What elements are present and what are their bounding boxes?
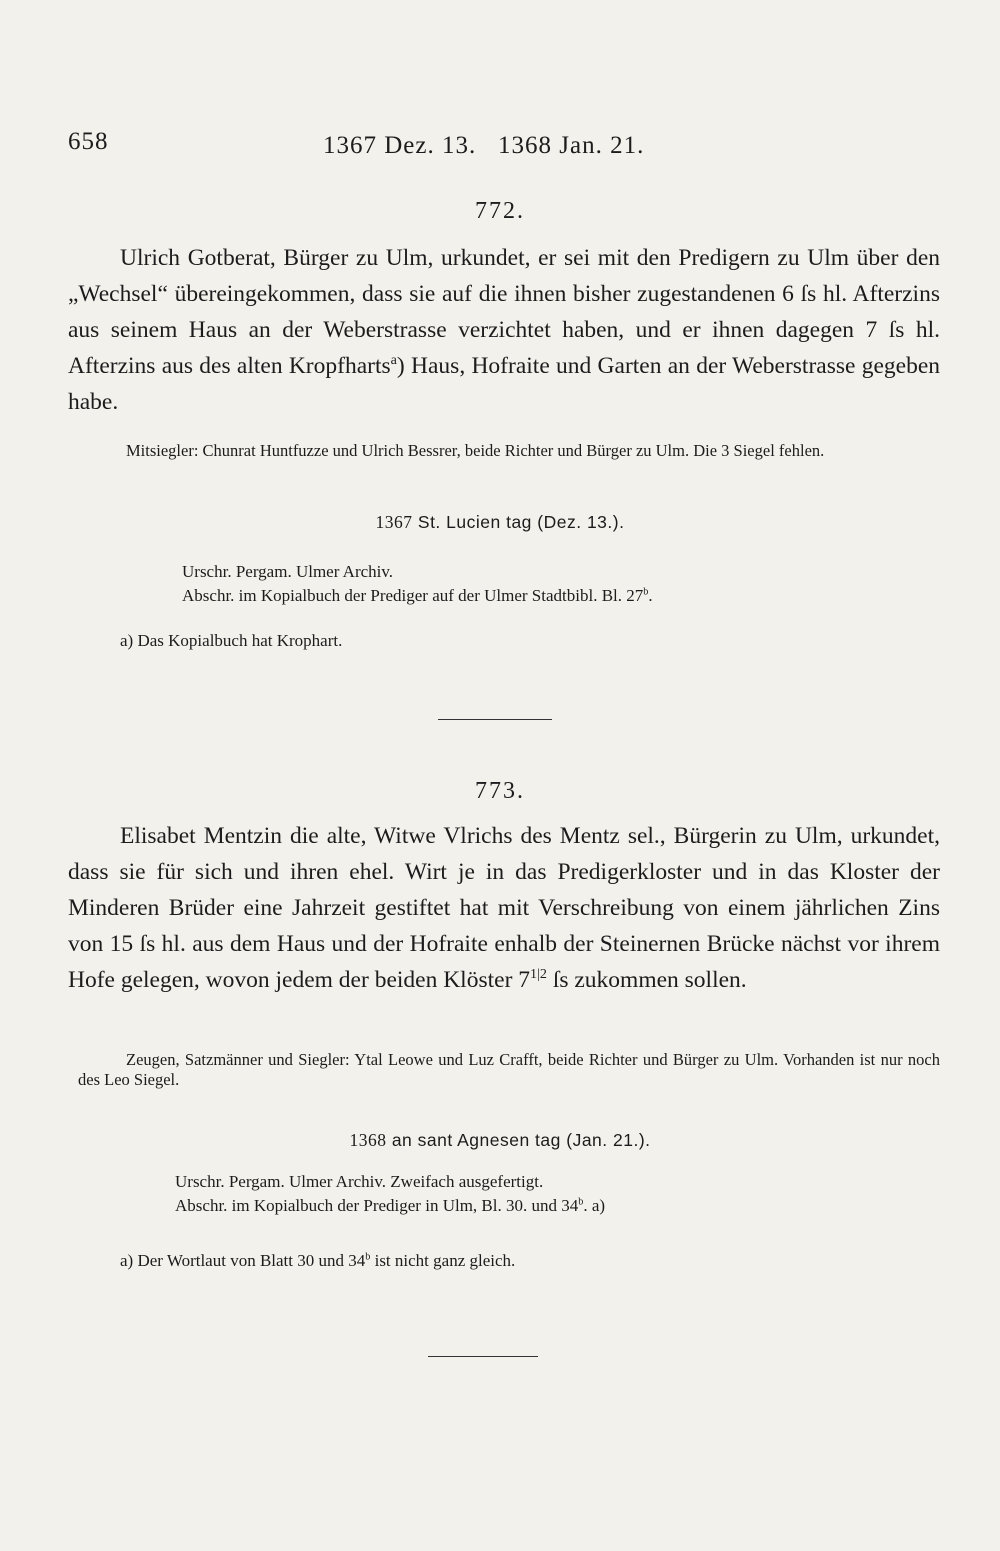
document-number-773: 773. [475, 778, 525, 804]
summary-text-tail: ) Haus, Hofraite und Garten an der Weberstrasse gegeben habe. [68, 353, 941, 415]
summary-text: Ulrich Gotberat, Bürger zu Ulm, urkundet, er sei mit den Predigern zu Ulm über den „Wechsel“ übereingekommen, dass sie auf die ihnen bisher zugestandenen 6 ſs hl. Afterzins aus seinem Haus an der Weberstrasse verzichtet haben, und er ihnen dagegen 7 ſs hl. Afterzins aus des alten Kropfharts [68, 245, 940, 379]
document-773-sources [175, 1170, 875, 1218]
witnesses-text: Zeugen, Satzmänner und Siegler: Ytal Leowe und Luz Crafft, beide Richter und Bürger zu Ulm. Vorhanden ist nur noch des Leo Siegel. [78, 1050, 940, 1089]
document-772-footnote: a) Das Kopialbuch hat Krophart. [120, 631, 343, 650]
section-divider [438, 719, 552, 720]
document-number-772: 772. [475, 198, 525, 224]
source-original: Urschr. Pergam. Ulmer Archiv. Zweifach ausgefertigt. [175, 1172, 544, 1191]
source-copy: Abschr. im Kopialbuch der Prediger in Ulm, Bl. 30. und 34$^b$. a) [175, 1196, 606, 1215]
document-773-dateline [0, 1130, 1000, 1151]
source-original: Urschr. Pergam. Ulmer Archiv. [182, 562, 394, 581]
document-772-witnesses [78, 441, 940, 461]
footnote-marker: a [390, 352, 397, 369]
document-772-summary [68, 240, 940, 420]
document-773-witnesses [78, 1050, 940, 1090]
source-copy: Abschr. im Kopialbuch der Prediger auf der Ulmer Stadtbibl. Bl. 27$^b$. [182, 586, 653, 605]
summary-text-tail: ſs zukommen sollen. [546, 967, 747, 993]
document-773-summary [68, 818, 940, 998]
dateline-year: 1368 [349, 1130, 387, 1150]
summary-text: Elisabet Mentzin die alte, Witwe Vlrichs des Mentz sel., Bürgerin zu Ulm, urkundet, dass sie für sich und ihren ehel. Wirt je in das Predigerkloster und in das Kloster der Minderen Brüder eine Jahrzeit gestiftet hat mit Verschreibung von einem jährlichen Zins von 15 ſs hl. aus dem Haus und der Hofraite enhalb der Steinernen Brücke nächst vor ihrem Hofe gelegen, wovon jedem der beiden Klöster 7 [68, 823, 940, 993]
document-772-dateline [0, 512, 1000, 533]
fraction-marker: 1|2 [530, 966, 547, 983]
dateline-year: 1367 [375, 512, 413, 532]
section-divider [428, 1356, 538, 1357]
dateline-text: an sant Agnesen tag (Jan. 21.). [391, 1130, 651, 1150]
witnesses-text: Mitsiegler: Chunrat Huntfuzze und Ulrich Bessrer, beide Richter und Bürger zu Ulm. Die 3 Siegel fehlen. [126, 441, 825, 460]
header-dates: 1367 Dez. 13. 1368 Jan. 21. [323, 132, 645, 159]
page-number: 658 [68, 128, 109, 155]
document-772-sources [182, 560, 882, 608]
dateline-text: St. Lucien tag (Dez. 13.). [417, 512, 625, 532]
document-773-footnote: a) Der Wortlaut von Blatt 30 und 34$^b$ ist nicht ganz gleich. [120, 1251, 516, 1270]
